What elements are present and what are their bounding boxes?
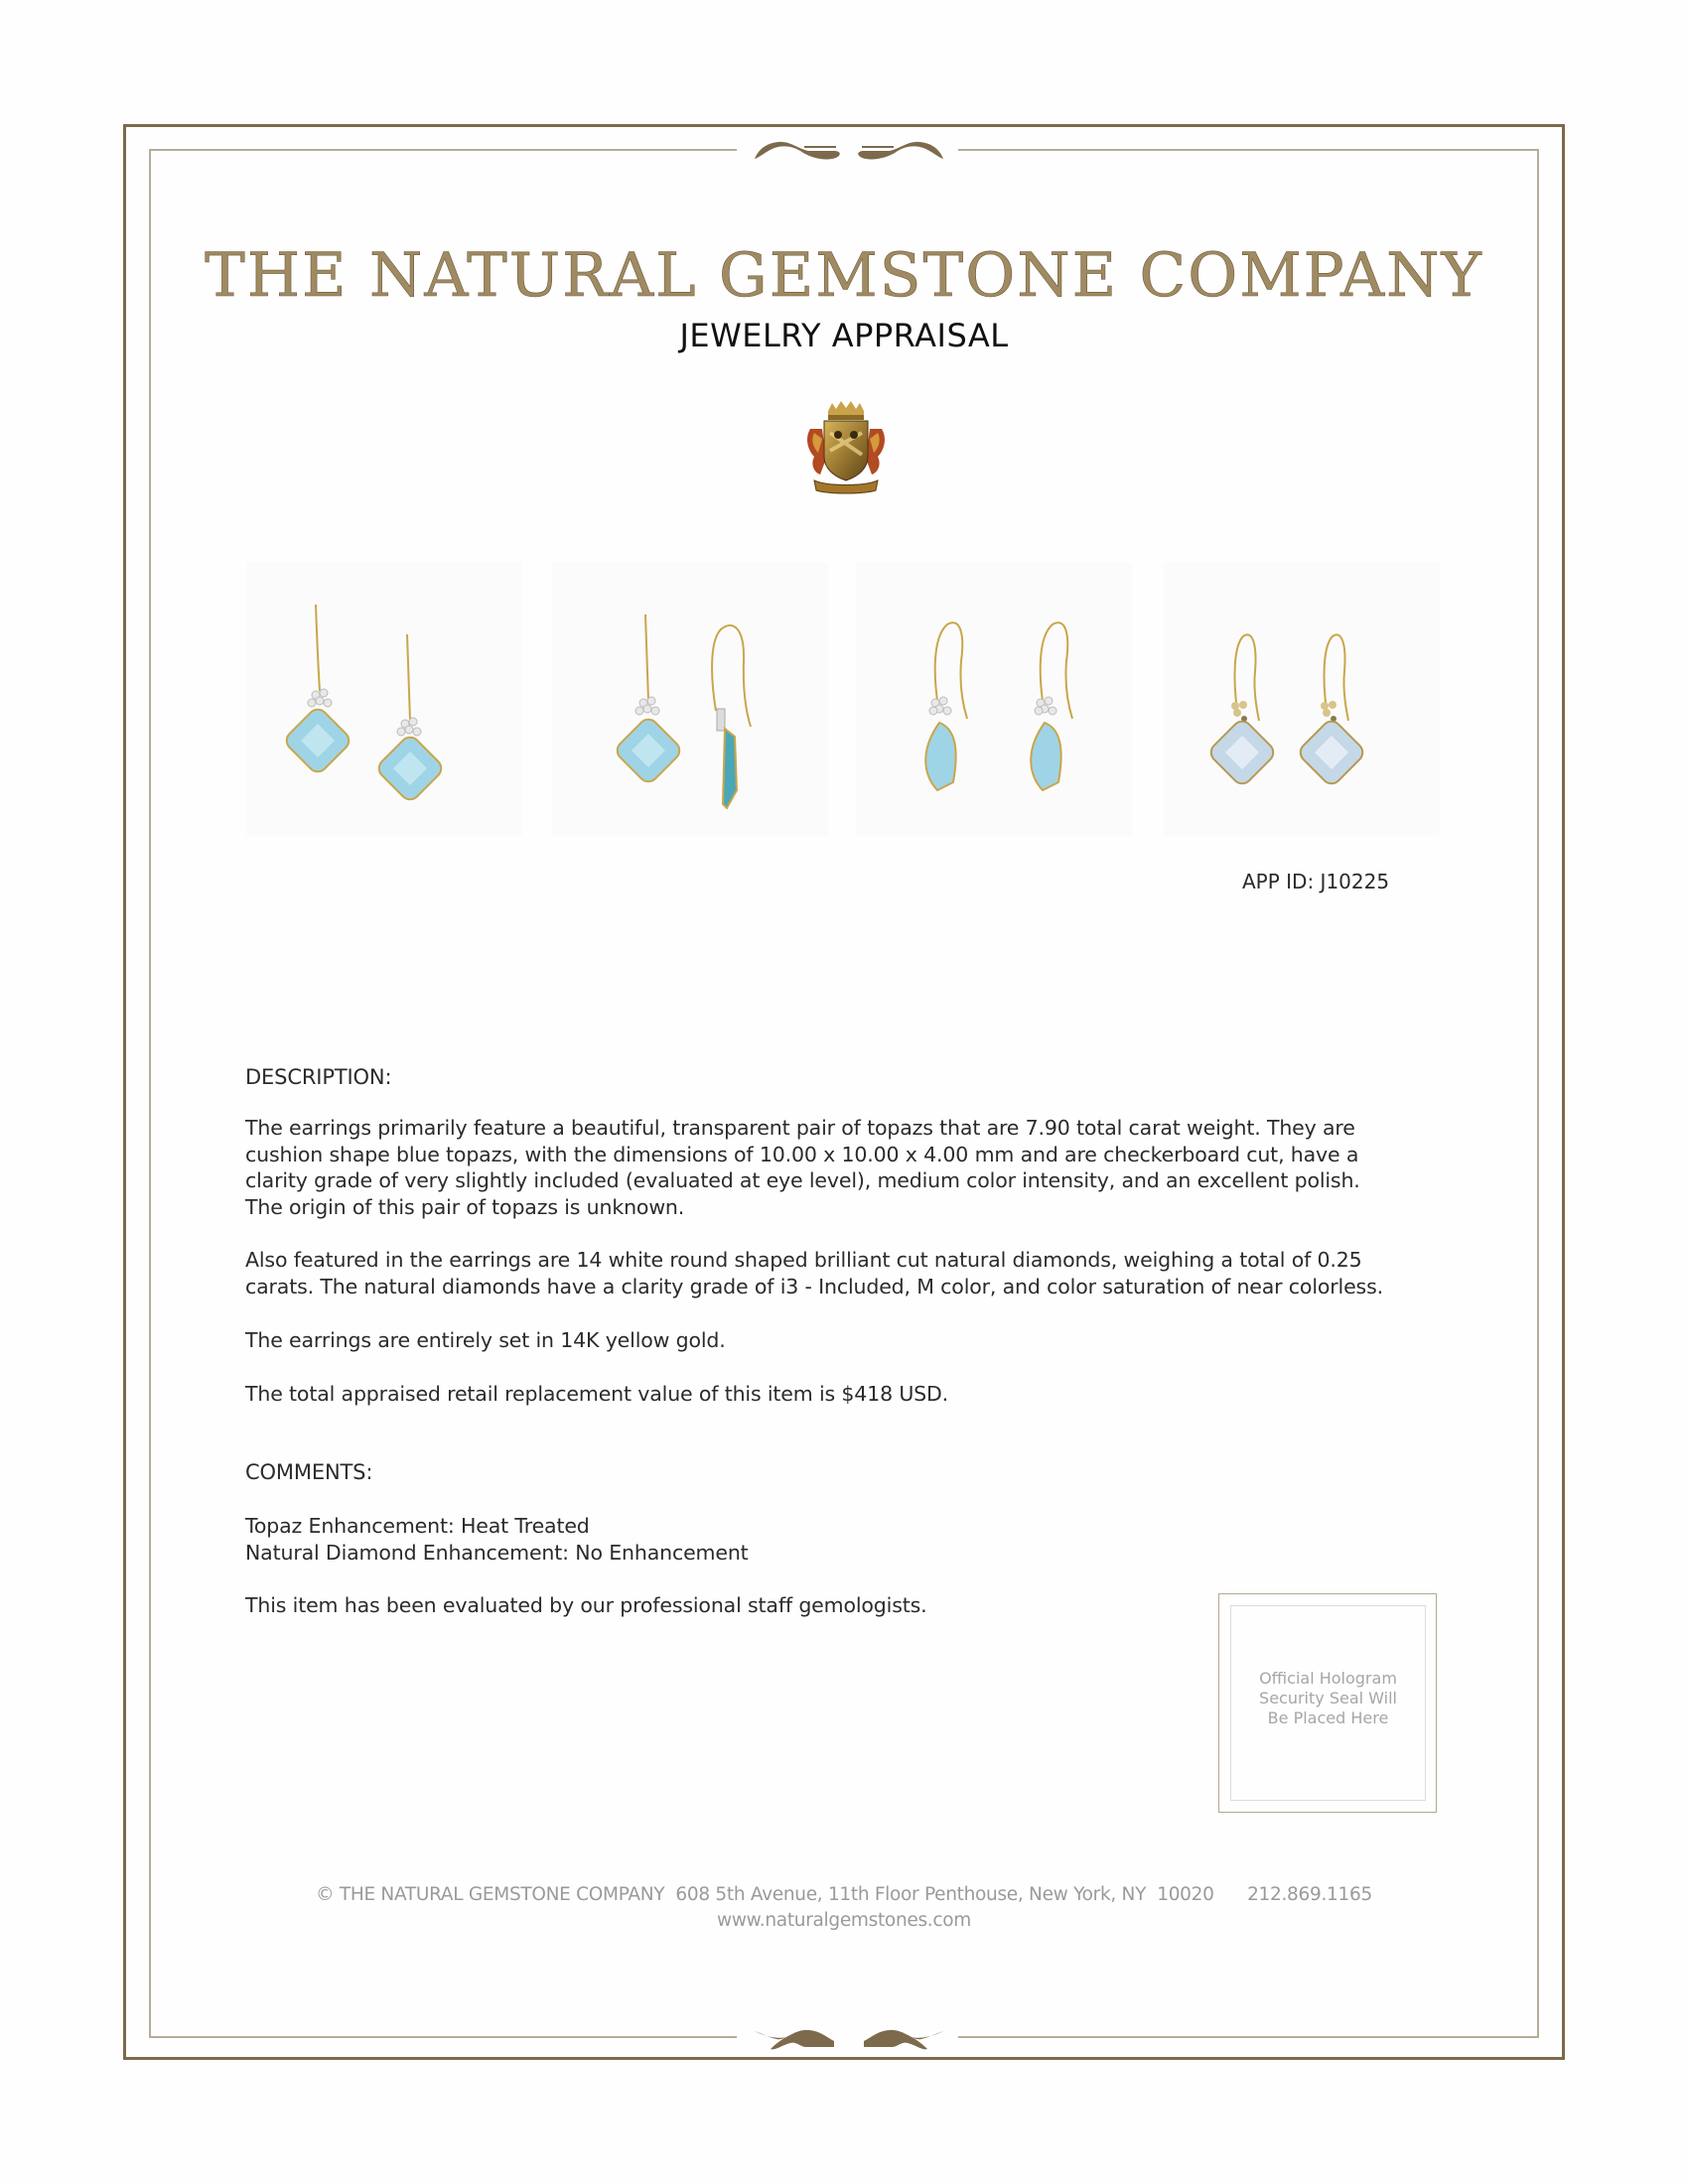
photo-earrings-back [1164,562,1440,836]
description-line: cushion shape blue topazs, with the dimensions of 10.00 x 10.00 x 4.00 mm and are checkerboard cut, have a [245,1142,1359,1166]
inner-frame-bottom-right [958,2036,1539,2038]
appraisal-id: APP ID: J10225 [1242,870,1390,893]
description-paragraph-metal: The earrings are entirely set in 14K yellow gold. [245,1328,726,1352]
seal-text-line: Official Hologram [1259,1669,1397,1688]
description-heading: DESCRIPTION: [245,1065,392,1089]
earrings-back-view-image [1164,562,1440,836]
description-line: The origin of this pair of topazs is unknown. [245,1195,685,1220]
footer-website-link[interactable]: www.naturalgemstones.com [717,1910,971,1931]
description-line: The earrings primarily feature a beautiful, transparent pair of topazs that are 7.90 total carat weight. They are [245,1116,1355,1140]
comments-evaluation: This item has been evaluated by our professional staff gemologists. [245,1593,927,1617]
inner-frame-top-right [958,149,1539,151]
comments-heading: COMMENTS: [245,1460,373,1484]
inner-frame-right [1537,149,1539,2037]
company-crest-icon [804,399,888,496]
bottom-ornament-icon [753,2027,945,2051]
inner-frame-left [149,149,151,2037]
description-line: Also featured in the earrings are 14 white round shaped brilliant cut natural diamonds, weighing a total of 0.25 [245,1248,1362,1272]
seal-text-line: Be Placed Here [1267,1708,1389,1727]
inner-frame-bottom-left [149,2036,737,2038]
earrings-angled-view-image [856,562,1132,836]
comment-line-topaz: Topaz Enhancement: Heat Treated [245,1514,590,1538]
description-paragraph-value: The total appraised retail replacement value of this item is $418 USD. [245,1382,949,1406]
description-line: carats. The natural diamonds have a clarity grade of i3 - Included, M color, and color saturation of near colorless. [245,1274,1383,1298]
company-title [0,236,1688,316]
seal-text-line: Security Seal Will [1259,1689,1397,1707]
top-ornament-icon [753,137,945,161]
document-type-title: JEWELRY APPRAISAL [679,317,1009,354]
photo-earrings-front [246,562,522,836]
comments-enhancements [245,1513,749,1566]
hologram-seal-text [1230,1669,1426,1728]
photo-earrings-side [552,562,828,836]
description-paragraph-topaz [245,1115,1360,1221]
description-line: clarity grade of very slightly included (evaluated at eye level), medium color intensity, and an excellent polish. [245,1168,1360,1193]
description-paragraph-diamonds [245,1247,1383,1299]
inner-frame-top-left [149,149,737,151]
comment-line-diamond: Natural Diamond Enhancement: No Enhancement [245,1540,749,1565]
photo-earrings-angled [856,562,1132,836]
company-title-text: THE NATURAL GEMSTONE COMPANY [205,240,1483,311]
earrings-side-view-image [552,562,828,836]
footer-address: © THE NATURAL GEMSTONE COMPANY 608 5th Avenue, 11th Floor Penthouse, New York, NY 10020 212.869.1165 [316,1884,1372,1905]
earrings-front-view-image [246,562,522,836]
